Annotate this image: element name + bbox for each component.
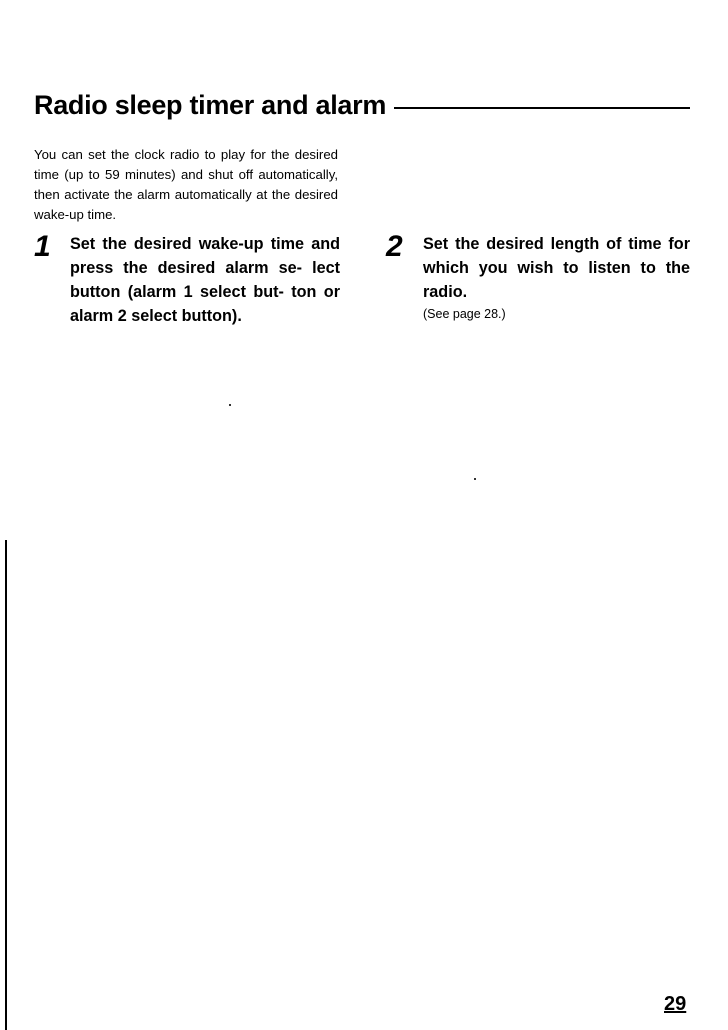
intro-paragraph: You can set the clock radio to play for the desired time (up to 59 minutes) and shut off automatically, then activate the alarm automatically at the desired wake-up time. — [34, 147, 338, 222]
scan-speck — [229, 404, 231, 406]
step-note: (See page 28.) — [423, 307, 506, 321]
section-header — [34, 90, 690, 121]
title-rule — [394, 107, 690, 109]
page-title: Radio sleep timer and alarm — [34, 90, 387, 120]
step-text: Set the desired length of time for which you wish to listen to the radio. — [423, 235, 690, 301]
step-number: 2 — [386, 230, 403, 263]
page-number: 29 — [664, 993, 687, 1015]
step-2 — [386, 232, 690, 323]
step-1 — [34, 232, 340, 328]
page-edge-line — [5, 540, 7, 1030]
step-text: Set the desired wake-up time and press the desired alarm se- lect button (alarm 1 select but- ton or alarm 2 select button). — [70, 235, 340, 325]
scan-speck — [474, 478, 476, 480]
step-number: 1 — [34, 230, 51, 263]
